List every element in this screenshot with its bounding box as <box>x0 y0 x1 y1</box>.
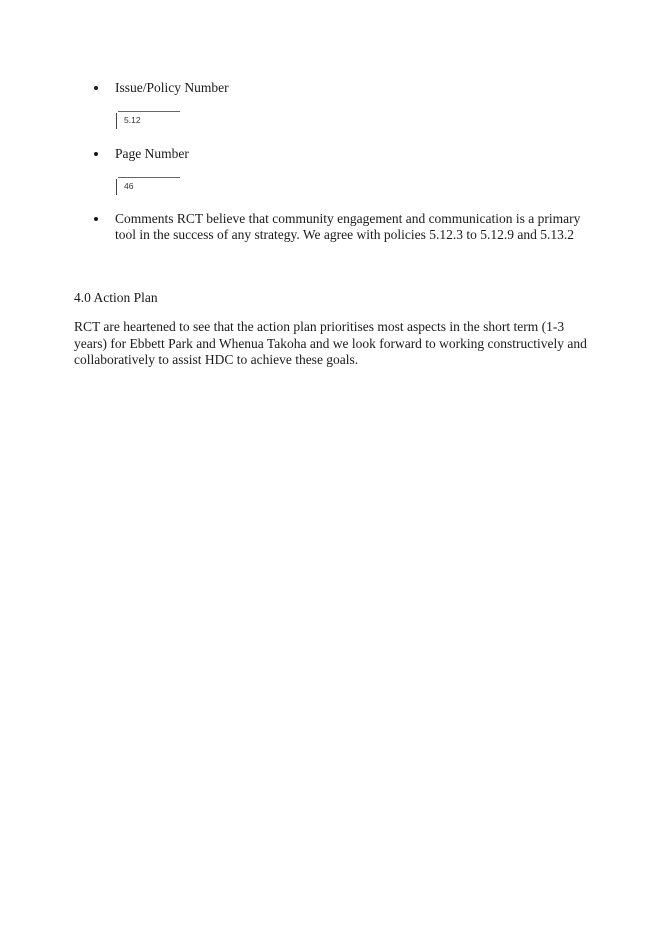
comments-text: Comments RCT believe that community engagement and communication is a primary tool in the success of any strategy. We agree with policies 5.12.3 to 5.12.9 and 5.13.2 <box>115 211 581 242</box>
issue-policy-number-field <box>116 111 180 129</box>
issue-policy-number-label: Issue/Policy Number <box>115 80 229 95</box>
page-number-field <box>116 177 180 195</box>
page-number-value: 46 <box>124 181 134 191</box>
section-body: RCT are heartened to see that the action plan prioritises most aspects in the short term (1-3 years) for Ebbett Park and Whenua Takoha and we look forward to working constructively and collaboratively to assist HDC to achieve these goals. <box>74 319 587 367</box>
field-left-border <box>116 113 117 129</box>
bullet-dot <box>94 86 98 90</box>
page-number-label: Page Number <box>115 146 189 161</box>
field-left-border <box>116 179 117 195</box>
bullet-dot <box>94 152 98 156</box>
bullet-comments <box>94 211 584 243</box>
field-top-border <box>118 111 180 112</box>
bullet-page-number <box>94 146 594 162</box>
bullet-dot <box>94 217 98 221</box>
bullet-issue-policy-number <box>94 80 594 96</box>
field-top-border <box>118 177 180 178</box>
section-heading: 4.0 Action Plan <box>74 290 158 305</box>
issue-policy-number-value: 5.12 <box>124 115 141 125</box>
